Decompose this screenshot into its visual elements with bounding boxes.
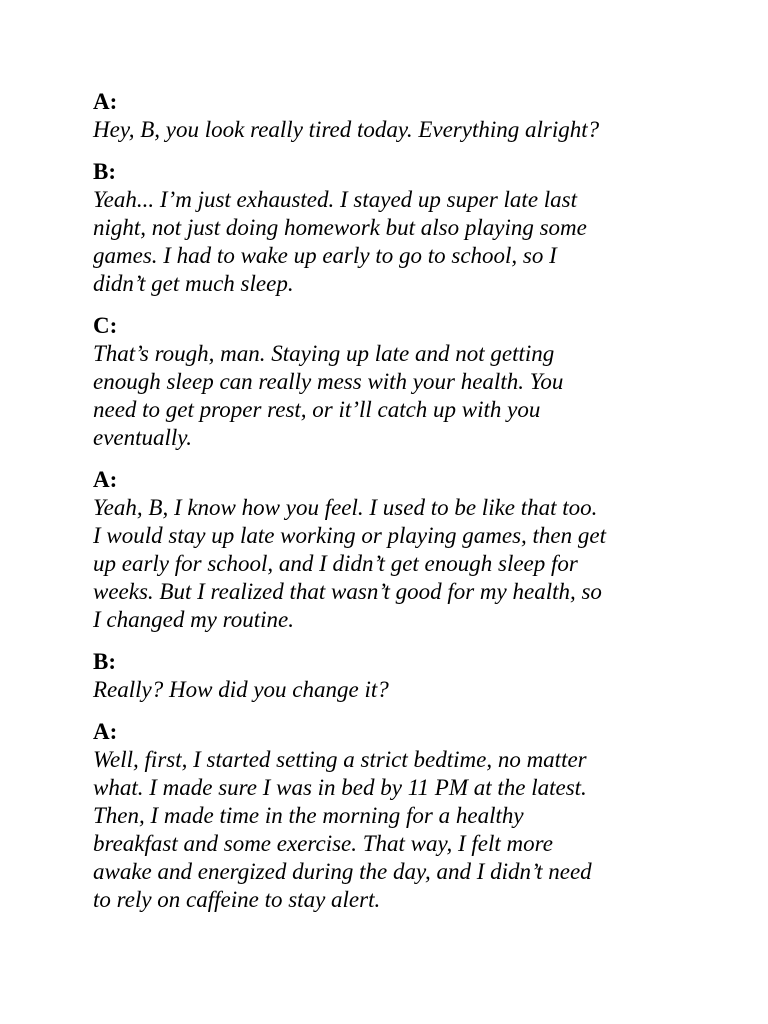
dialogue-turn <box>93 88 683 144</box>
dialogue-turn <box>93 158 683 298</box>
dialogue-turn <box>93 466 683 634</box>
speaker-label: A: <box>93 719 118 744</box>
speaker-label: A: <box>93 89 118 114</box>
dialogue-text: Yeah, B, I know how you feel. I used to be like that too. I would stay up late working or playing games, then get up early for school, and I didn’t get enough sleep for weeks. But I realized that wasn’t good for my health, so I changed my routine. <box>93 495 606 632</box>
dialogue-turn <box>93 718 683 914</box>
dialogue-turn <box>93 312 683 452</box>
dialogue-text: Really? How did you change it? <box>93 677 389 702</box>
speaker-label: A: <box>93 467 118 492</box>
dialogue-document <box>93 88 683 928</box>
dialogue-text: Well, first, I started setting a strict bedtime, no matter what. I made sure I was in bed by 11 PM at the latest. Then, I made time in the morning for a healthy breakfast and some exercise. That way, I felt more awake and energized during the day, and I didn’t need to rely on caffeine to stay alert. <box>93 747 592 912</box>
speaker-label: B: <box>93 649 116 674</box>
dialogue-text: Hey, B, you look really tired today. Everything alright? <box>93 117 600 142</box>
dialogue-text: Yeah... I’m just exhausted. I stayed up super late last night, not just doing homework but also playing some games. I had to wake up early to go to school, so I didn’t get much sleep. <box>93 187 587 296</box>
dialogue-turn <box>93 648 683 704</box>
speaker-label: C: <box>93 313 118 338</box>
speaker-label: B: <box>93 159 116 184</box>
dialogue-text: That’s rough, man. Staying up late and not getting enough sleep can really mess with your health. You need to get proper rest, or it’ll catch up with you eventually. <box>93 341 564 450</box>
